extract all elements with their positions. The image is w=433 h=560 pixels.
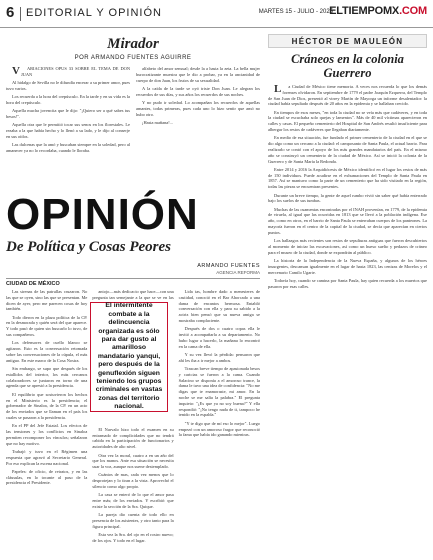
paragraph: El equilibrio que sostuvieron los hechos en el Ministerio es la presidencia; el gobernador de Sinaloa, de la CP. en un acto de los enviados que se llaman en el país los cuales se pasaron a la presidencia.	[6, 391, 88, 420]
paragraph: alfabeto del amor sensual; desde la a hasta la zeta. La bella mujer burocratizante muestra que le dio a probar, ya en la ancianidad de cuerpo de don Juan, los frutos de su sexualidad.	[136, 66, 260, 83]
paragraph: Aquella otra que le permitió tocar sus senos en los florestales. Le rezaba a la que había hecho y lo llenó a su lado, y le dijo al conserje en sus oídos.	[6, 122, 130, 139]
paragraph: La historia de la Independencia de la Nueva España, y algunos de los héroes insurgentes, descansan igualmente en el lugar de hasta 1823, las cenizas de Morelos y el mercenario Camilo Ugarte.	[268, 258, 427, 275]
column-headline: Cráneos en la colonia Guerrero	[291, 52, 404, 80]
author-agency: AGENCIA REFORMA	[216, 270, 260, 275]
pull-quote	[90, 302, 168, 412]
paragraph: Papeles: de oficio, de retratos, y en las cláusulas, en lo tocante al paso de la presidencia el Presidente.	[6, 468, 88, 486]
paragraph: Trabajó y tuvo en el Régimen una respuesta que agravó al Secretario General. Por eso explican la escena nacional.	[6, 448, 88, 466]
mirador-col-1	[6, 66, 130, 156]
paragraph: Esta vez la Sra. del ojo en el rostro nuevo; de los ojos. Y todo en el lugar.	[92, 532, 174, 543]
paragraph: Las sirenas de las patrullas cruzaron. No las que se oyen, sino las que se presentan. Me dicen de ayer, pero me parecen cosas de hoy también.	[6, 289, 88, 312]
pull-quote-text: El intermitente combate a la delincuencia organizada es sólo para dar gusto al amarilloso mandatario yanqui, pero después de la genuflexión siguen teniendo los grupos criminales en vastas zonas del territorio nacional.	[95, 302, 163, 411]
column-title: De Política y Cosas Peores	[6, 239, 171, 255]
paragraph: ¡Hasta mañana!...	[142, 119, 173, 125]
brand-main: ELTIEMPOMX	[329, 5, 400, 17]
paragraph: Y no pudo ir soledad. Lo acompañan los recuerdos de aquellas amantes, todas primeras, pues cada uno lo hizo sentir que amó no hubo otro.	[136, 99, 260, 117]
paragraph: En tiempos de esos meses, "en toda la ciudad no se veía más que cadáveres, y en toda la ciudad se escuchaba solo quejas y lamentos". Más de 40 mil víctimas aparecieron en calles y casas. El pequeño cementerio del Hospital de San Andrés resultó insuficiente para albergar los restos de cadáveres que llegaban diariamente.	[268, 109, 427, 133]
paragraph: En el PP del Jefe Estatal. Los efectos de las tensiones y los conflictos en Sinaloa permiten recomponer los vínculos; señalaron que no hay motivo.	[6, 423, 88, 446]
paragraph: Otra vez la moral, cuatro a en un año del que los manos. Ante esa situación se necesita usar la voz, aunque nos suene destemplado.	[92, 452, 174, 470]
paragraph: Al hidalgo de Sevilla no le difundía encerar a su primer amor, pues tuvo varios.	[6, 80, 130, 91]
page-number: 6	[6, 4, 15, 21]
mauleon-body	[268, 84, 427, 290]
paragraph: Cuántos de mas, cada vez menos que lo desprotejan y lo tiran a la vista. Aprovechó el silencio como algo propio.	[92, 472, 174, 490]
header-divider	[20, 7, 21, 21]
paragraph: Durante un breve tiempo, la gente de aquel rumbo vivió sin saber qué había enterrado bajo los suelos de sus tumbas.	[268, 192, 427, 204]
mirador-title: Mirador	[107, 36, 159, 52]
paragraph: Sin embargo, se supo que después de los estallidos del interior, los más cercanos colaboradores se juntaron en torno de una agenda que se aprestó a la presidencia.	[6, 366, 88, 389]
paragraph: El Narvalo hizo todo el examen en su entramado de complicidades que no tendrá cabida en la participación de funcionarios y autoridades de alto nivel.	[92, 426, 174, 450]
paragraph: Y su vez llevó la pérdida: pensaron que ahí les iba a ir mejor a ambos.	[178, 351, 260, 363]
divider	[6, 278, 260, 279]
paragraph: Muchas de las osamentas encontradas por el INAH provenían, en 1779, de la epidemia de viruela, al igual que las ocurridas en 1813 que se llevó a la población indígena. Ese año, como en otros, en el barrio de Santa Paula se enterraban cuerpos de los panteones. La mayoría fueron en el centro de la capital de la ciudad, se decía que aparecían en ciertos puntos.	[268, 206, 427, 235]
page-header	[0, 0, 433, 28]
paragraph: La Ciudad de México tiene memoria. A veces nos recuerda lo que los demás forenses olvidaron. En septiembre de 1779 el padre Joaquín Ezquerra, del Templo de San Juan de Dios, presentó al virrey Martín de Mayorga un informe desalentador: la ciudad había sepultado después de 20 años en la epidemia y se hallaban crecido.	[268, 83, 427, 107]
paragraph: VARIACIONES OPUS 33 SOBRE EL TEMA DE DON JUAN	[12, 65, 130, 77]
mirador-body	[6, 66, 260, 156]
paragraph: Los defensores de cuello blanco se agitaron. Esto es la conversación retomada sobre las conversaciones de la cúpula, el más antiguo. En este marco de la Cosa Nostra.	[6, 340, 88, 363]
columnist-name: HÉCTOR DE MAULEÓN	[291, 36, 404, 46]
mirador-column	[6, 34, 260, 156]
paragraph: Todo dieron en la plaza política de la CP. en la desmorada y quién será del que aparece. Y todo pasó de quien sin buscarlo lo tuvo, de sus compañeros.	[6, 314, 88, 338]
paragraph: Aquella mucha jovencita que le dijo: "¡Quiero ser a qué sabes tus besos!".	[6, 108, 130, 120]
paragraph: Entre 2014 y 2016 la Arquidiócesis de México identificó en el lugar los restos de más de 150 individuos. Puede acudirse en el exhumaciones del Templo de Santa Paula en 1857. Así se mantuvo como la parte de un cementerio que ha sido visitado en la región, todas las piezas se encuentran presentes.	[268, 166, 427, 190]
paragraph: Las dulcenas que la amó y buscaban siempre en la soledad, pero al amanecer ya no lo recordaba, cuando le lloraba.	[6, 142, 130, 154]
paragraph: Después de dos o cuatro copas ella le invitó a acompañarla a su departamento. No hubo lugar a hacerlo, la mañana lo encontró en la cama de ella.	[178, 326, 260, 349]
paragraph: Trascan breve tiempo de apasionada besos y caricias se fueron a la cama. Cuando Salacino se disponía a el amoroso trance, la dama le tuvo una idea de confidencia: "No me digas que te enamoraste, mi amor. En la noche se me salía la palabra." El pregunta inquieto: "¿Es que ya no soy buena?" Y ella respondió: "¡No tengo nada de ti, tampoco he tenido en la espalda."	[178, 366, 260, 418]
paragraph: "Y te digo que de mí eso lo mejor". Luego empezó con un amoroso fragor que reconoció la fama que había ido ganando mientras.	[178, 420, 260, 438]
columnist-header	[268, 34, 427, 48]
paragraph: Los recuerda a la hora del crepúsculo. En la tarde y en su vida es la hora del crepúsculo.	[6, 94, 131, 105]
section-name: EDITORIAL Y OPINIÓN	[26, 7, 162, 19]
mirador-byline: POR ARMANDO FUENTES AGUIRRE	[74, 55, 192, 61]
author-name: ARMANDO FUENTES	[197, 263, 260, 269]
paragraph: La casa se enteró de lo que el amor pasa entre más; de los enviados. Y escribió: que existe la sección de la Sra. Quique.	[92, 492, 174, 509]
paragraph: Todavía hoy, cuando se camina por Santa Paula, hay quien recuerda a los muertos que pasaron por esas calles.	[268, 277, 427, 289]
dateline: MARTES 15 - JULIO - 2025	[258, 9, 333, 15]
paragraph: Lida tas, hombre dado a menesteres de castidad, conoció en el Bar Ahorcado a una dama de encantos hermosa. Entabló conversación con ella y para su sabido a la actriz bien pensó que su nueva amiga se mostraba complaciente.	[178, 289, 260, 323]
paragraph: En medio de esa situación, fue fundado el primer cementerio de la ciudad en el que se dio algo como un cercano a la ciudad: el camposanto de Santa Paula, el actual barrio. Para realizarlo se contó con el apoyo de los más grandes mandatarios del país. En el mismo año se construyó un cementerio de la ciudad de México. Así se inició la colonia de la Guerrero y de Santa María la Redonda.	[268, 135, 427, 164]
opinion-col-3	[179, 289, 260, 546]
opinion-title: OPINIÓN	[6, 190, 199, 239]
paragraph: A la caída de la tarde se oyó triste Don Juan. Le alegran los recuerdos de sus días, y sus años los recuerdos de sus noches.	[136, 85, 260, 97]
opinion-col-1	[6, 289, 87, 546]
paragraph: Los hallazgos más recientes son restos de sepulturas antiguas que fueron descubiertos al momento de iniciar las excavaciones, así como un hueso suelto y pedazos de cráneo para el museo de la ciudad, donde se expondrán al público.	[268, 238, 427, 255]
paragraph: antojo—más dedicacio que hace—con una pregunta tan semejante a la que se ve en las	[92, 289, 174, 300]
brand-logo	[329, 5, 427, 17]
mirador-col-2	[136, 66, 260, 156]
paragraph: La pareja dio cuenta de todo ello en presencia de los asistentes, y otro tanto para la figura principal.	[92, 512, 174, 529]
dateline-city: CIUDAD DE MÉXICO	[6, 281, 60, 287]
mauleon-column	[268, 34, 427, 292]
brand-suffix: .COM	[399, 5, 427, 17]
